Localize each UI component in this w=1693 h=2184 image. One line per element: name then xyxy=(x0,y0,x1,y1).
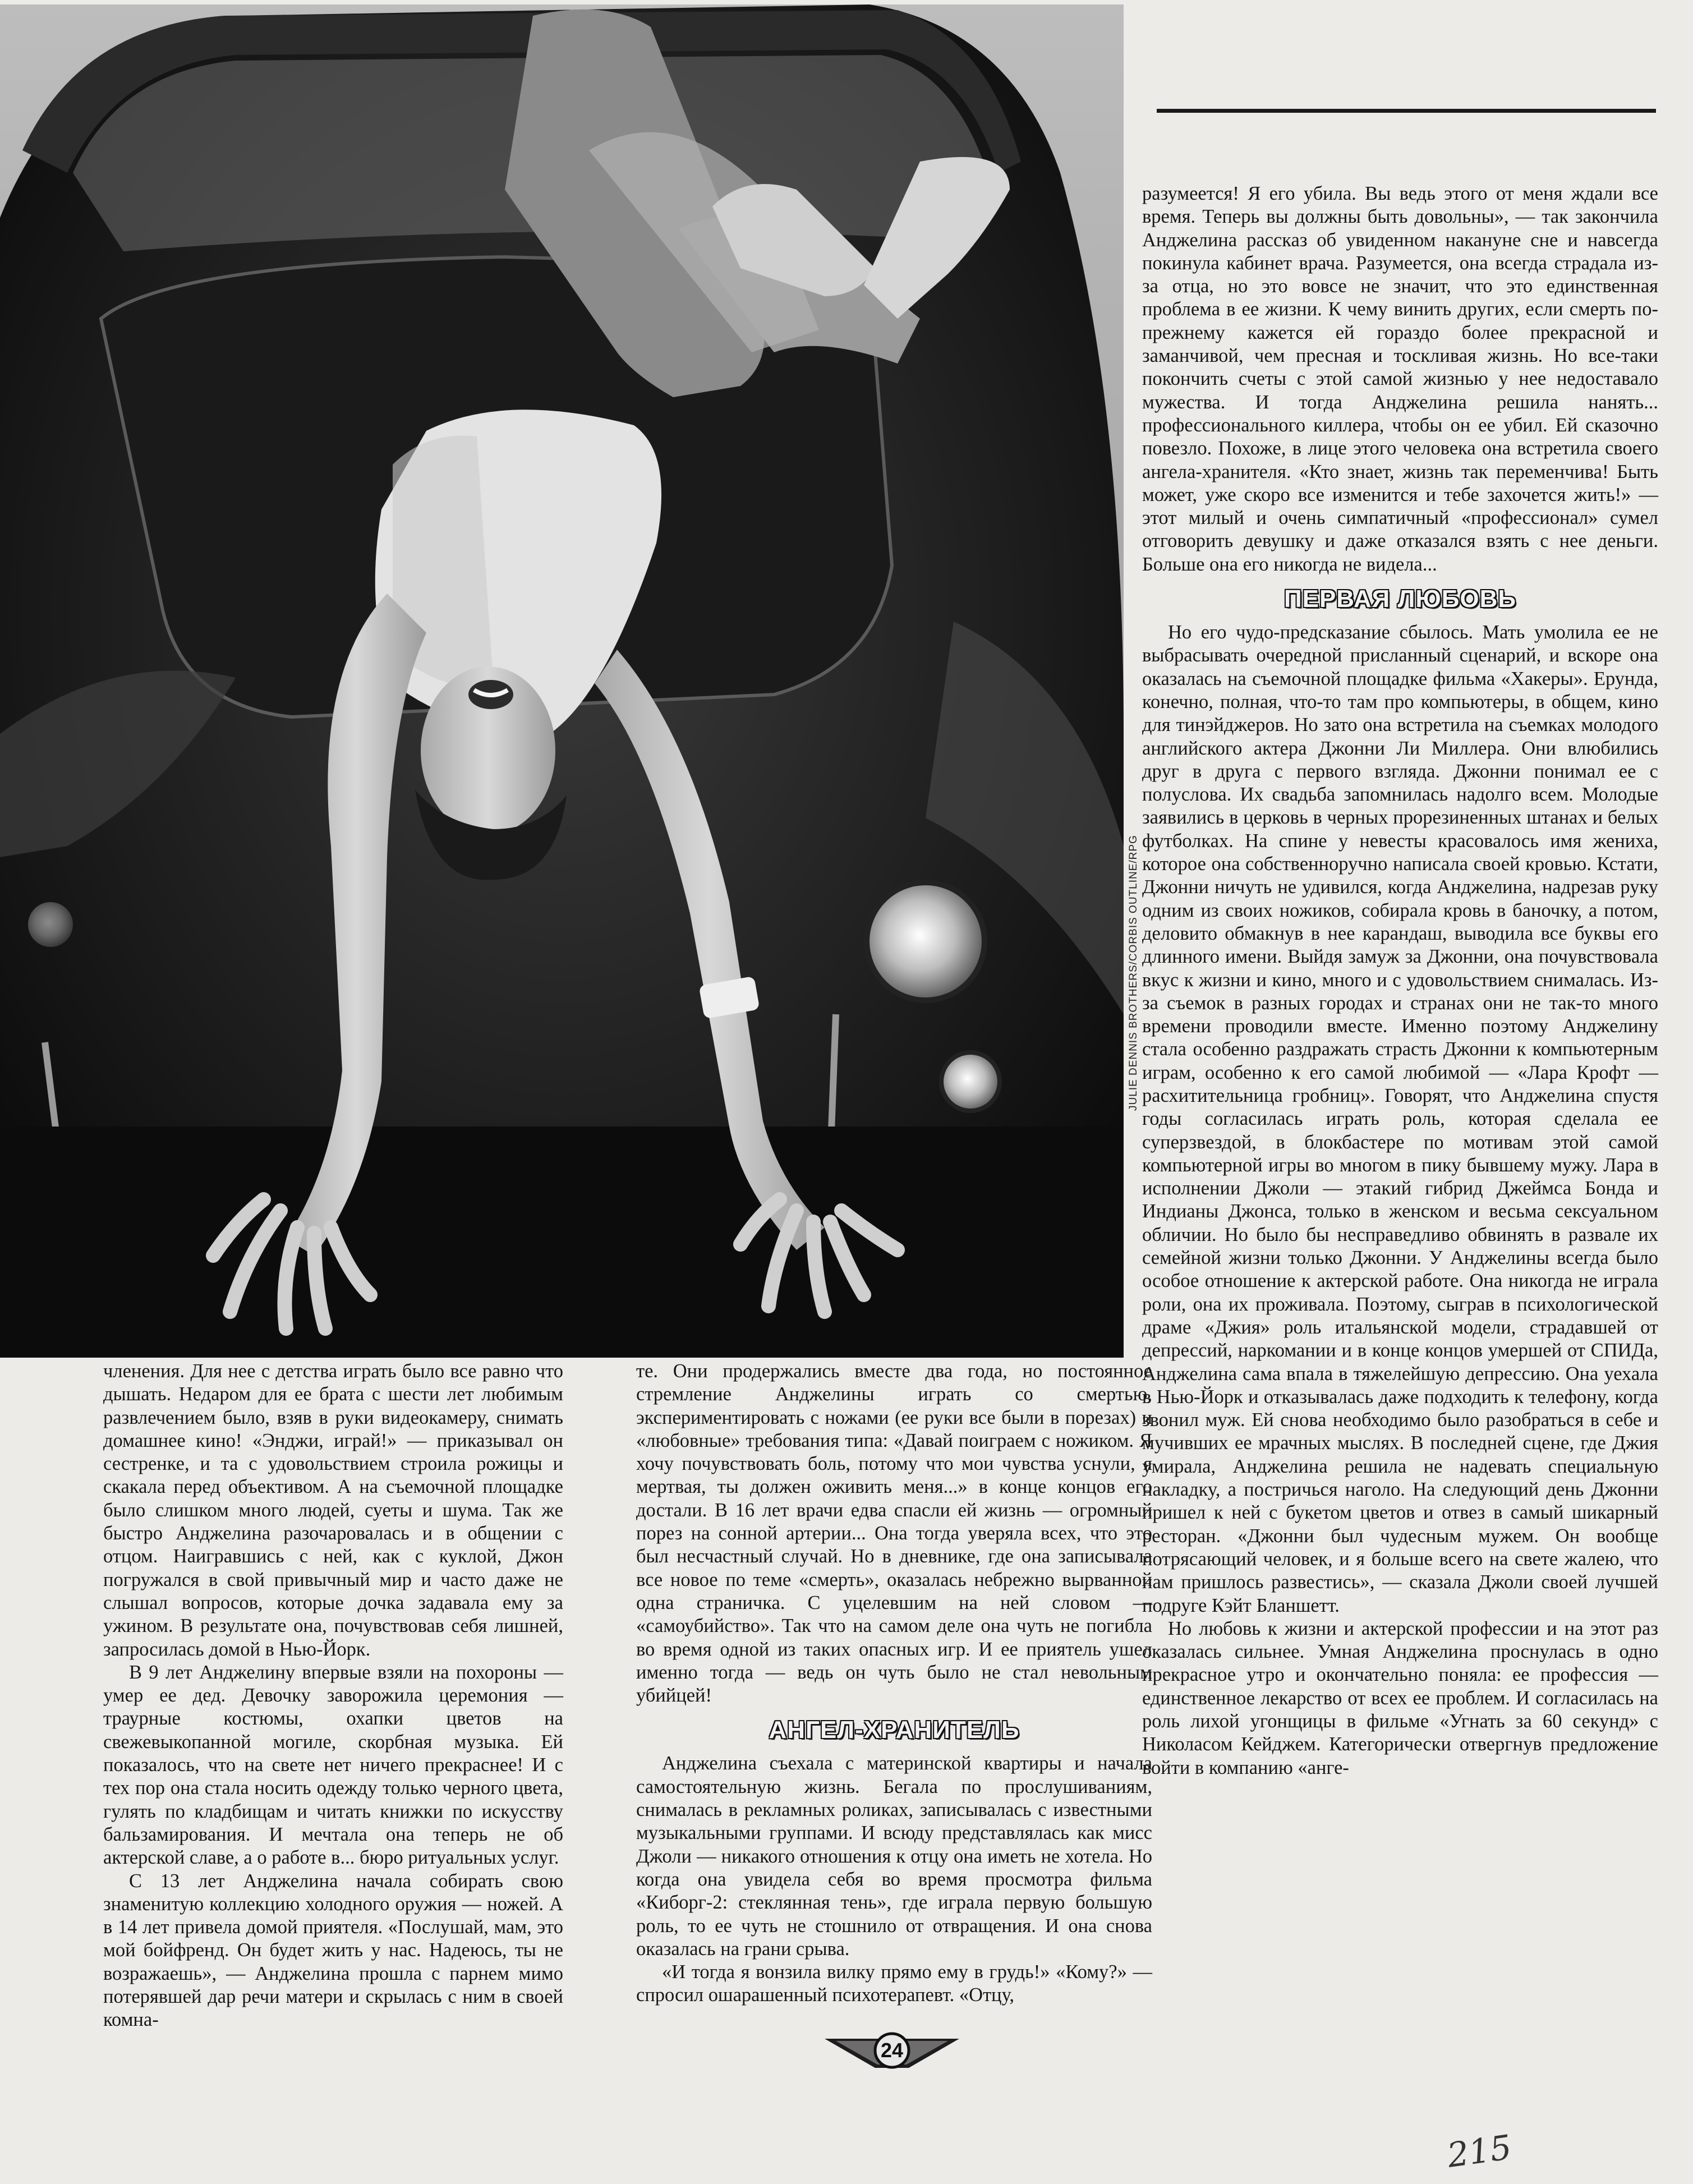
paragraph: «И тогда я вонзила вилку прямо ему в грудь!» «Кому?» — спросил ошарашенный психотерапевт. «Отцу, xyxy=(636,1961,1152,2006)
paragraph: те. Они продержались вместе два года, но постоянное стремление Анджелины играть со смертью, экспериментировать с ножами (ее руки все были в порезах) и «любовные» требования типа: «Давай поиграем с ножиком. Я хочу почувствовать боль, потому что мои чувства уснули, я мертвая, ты должен оживить меня...» в конце концов его достали. В 16 лет врачи едва спасли ей жизнь — огромный порез на сонной артерии... Она тогда уверяла всех, что это был несчастный случай. Но в дневнике, где она записывала все новое по теме «смерть», оказалась небрежно вырванной одна страничка. С уцелевшим на ней словом — «самоубийство». Так что на самом деле она чуть не погибла во время одной из таких опасных игр. И ее приятель ушел именно тогда — ведь он чуть было не стал невольным убийцей! xyxy=(636,1360,1152,1707)
photo-credit: JULIE DENNIS BROTHERS/CORBIS OUTLINE/RPG xyxy=(1128,835,1139,1111)
article-column-3 xyxy=(1142,182,1658,1780)
article-column-1 xyxy=(103,1360,563,2032)
paragraph: В 9 лет Анджелину впервые взяли на похороны — умер ее дед. Девочку заворожила церемония — траурные костюмы, охапки цветов на свежевыкопанной могиле, скорбная музыка. Ей показалось, что на свете нет ничего прекраснее! И с тех пор она стала носить одежду только черного цвета, гулять по кладбищам и читать книжки по искусству бальзамирования. И мечтала она теперь не об актерской славе, а о работе в... бюро ритуальных услуг. xyxy=(103,1661,563,1869)
paragraph: Но его чудо-предсказание сбылось. Мать умолила ее не выбрасывать очередной присланный сценарий, и вскоре она оказалась на съемочной площадке фильма «Хакеры». Ерунда, конечно, полная, что-то там про компьютеры, в общем, кино для тинэйджеров. Но зато она встретила на съемках молодого английского актера Джонни Ли Миллера. Они влюбились друг в друга с первого взгляда. Джонни понимал ее с полуслова. Их свадьба запомнилась надолго всем. Молодые заявились в церковь в черных прорезиненных штанах и белых футболках. На спине у невесты красовалось имя жениха, которое она собственноручно написала своей кровью. Кстати, Джонни ничуть не удивился, когда Анджелина, надрезав руку одним из своих ножиков, собирала кровь в баночку, а потом, деловито обмакнув в нее карандаш, выводила все буквы его длинного имени. Выйдя замуж за Джонни, она почувствовала вкус к жизни и кино, много и с удовольствием снималась. Из-за съемок в разных городах и странах они не так-то много времени проводили вместе. Именно поэтому Анджелину стала особенно раздражать страсть Джонни к компьютерным играм, особенно к его самой любимой — «Лара Крофт — расхитительница гробниц». Говорят, что Анджелина спустя годы согласилась играть роль, которая сделала ее суперзвездой, в блокбастере по мотивам этой самой компьютерной игры во многом в пику бывшему мужу. Лара в исполнении Джоли — этакий гибрид Джеймса Бонда и Индианы Джонса, только в женском и весьма сексуальном обличии. Но было бы несправедливо обвинять в развале их семейной жизни только Джонни. У Анджелины всегда было особое отношение к актерской работе. Она никогда не играла роли, она их проживала. Поэтому, сыграв в психологической драме «Джия» роль итальянской модели, страдавшей от депрессий, наркомании и в конце концов умершей от СПИДа, Анджелина сама впала в тяжелейшую депрессию. Она уехала в Нью-Йорк и отказывалась даже подходить к телефону, когда звонил муж. Ей снова необходимо было разобраться в себе и мучивших ее мрачных мыслях. В последней сцене, где Джия умирала, Анджелина решила не надевать специальную накладку, а постричься наголо. На следующий день Джонни пришел к ней с букетом цветов и отвез в самый шикарный ресторан. «Джонни был чудесным мужем. Он вообще потрясающий человек, и я больше всего на свете жалею, что нам пришлось развестись», — сказала Джоли своей лучшей подруге Кэйт Бланшетт. xyxy=(1142,622,1658,1616)
article-photo xyxy=(0,4,1124,1358)
header-rule xyxy=(1157,109,1656,113)
paragraph: Но любовь к жизни и актерской профессии и на этот раз оказалась сильнее. Умная Анджелина проснулась в одно прекрасное утро и окончательно поняла: ее профессия — единственное лекарство от всех ее проблем. И согласилась на роль лихой угонщицы в фильме «Угнать за 60 секунд» с Николасом Кейджем. Категорически отвергнув предложение войти в компанию «анге- xyxy=(1142,1617,1658,1778)
subheading-first-love: ПЕРВАЯ ЛЮБОВЬ xyxy=(1283,585,1517,613)
paragraph: С 13 лет Анджелина начала собирать свою знаменитую коллекцию холодного оружия — ножей. А в 14 лет привела домой приятеля. «Послушай, мам, это мой бойфренд. Он будет жить у нас. Надеюсь, ты не возражаешь», — Анджелина прошла с парнем мимо потерявшей дар речи матери и скрылась с ним в своей комна- xyxy=(103,1870,563,2031)
page-number: 24 xyxy=(880,2039,904,2062)
photo-woman-on-car-icon xyxy=(0,4,1124,1358)
paragraph: членения. Для нее с детства играть было все равно что дышать. Недаром для ее брата с шести лет любимым развлечением было, взяв в руки видеокамеру, снимать домашнее кино! «Энджи, играй!» — приказывал он сестренке, и та с удовольствием строила рожицы и скакала перед объективом. А на съемочной площадке было слишком много людей, суеты и шума. Так же быстро Анджелина разочаровалась и в общении с отцом. Наигравшись с ней, как с куклой, Джон погружался в свой привычный мир и часто даже не слышал вопросов, которые дочка задавала ему за ужином. В результате она, почувствовав себя лишней, запросилась домой в Нью-Йорк. xyxy=(103,1360,563,1660)
subheading-guardian-angel: АНГЕЛ-ХРАНИТЕЛЬ xyxy=(769,1716,1020,1744)
handwritten-note: 215 xyxy=(1444,2127,1514,2176)
page-number-badge xyxy=(825,2031,959,2070)
paragraph: разумеется! Я его убила. Вы ведь этого от меня ждали все время. Теперь вы должны быть довольны», — так закончила Анджелина рассказ об увиденном накануне сне и навсегда покинула кабинет врача. Разумеется, она всегда страдала из-за отца, но это вовсе не значит, что это единственная проблема в ее жизни. К чему винить других, если смерть по-прежнему кажется ей гораздо более прекрасной и заманчивой, чем пресная и тоскливая жизнь. Но все-таки покончить счеты с этой самой жизнью у нее недоставало мужества. И тогда Анджелина решила нанять... профессионального киллера, чтобы он ее убил. Ей сказочно повезло. Похоже, в лице этого человека она встретила своего ангела-хранителя. «Кто знает, жизнь так переменчива! Быть может, уже скоро все изменится и тебе захочется жить!» — этот милый и очень симпатичный «профессионал» сумел отговорить девушку и даже отказался взять с нее деньги. Больше она его никогда не видела... xyxy=(1142,183,1658,575)
article-column-2 xyxy=(636,1360,1152,2007)
paragraph: Анджелина съехала с материнской квартиры и начала самостоятельную жизнь. Бегала по прослушиваниям, снималась в рекламных роликах, записывалась с известными музыкальными группами. И всюду представлялась как мисс Джоли — никакого отношения к отцу она иметь не хотела. Но когда она увидела себя во время просмотра фильма «Киборг-2: стеклянная тень», где играла первую большую роль, то ее чуть не стошнило от отвращения. И она снова оказалась на грани срыва. xyxy=(636,1753,1152,1960)
